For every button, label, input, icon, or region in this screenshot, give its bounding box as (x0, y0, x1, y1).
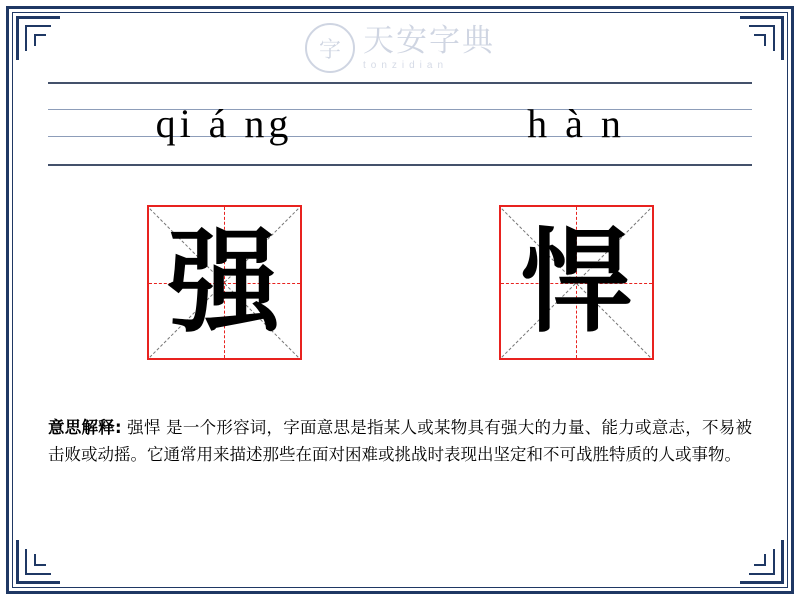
seal-icon: 字 (305, 23, 355, 73)
character-glyph-2: 悍 (520, 217, 632, 348)
character-cell-2 (400, 200, 752, 365)
character-glyph-1: 强 (168, 217, 280, 348)
corner-ornament-top-left (16, 16, 60, 60)
corner-ornament-top-right (740, 16, 784, 60)
explanation-text: 强悍 是一个形容词，字面意思是指某人或某物具有强大的力量、能力或意志，不易被击败或动摇。它通常用来描述那些在面对困难或挑战时表现出坚定和不可战胜特质的人或事物。 (48, 418, 752, 464)
explanation-block (48, 415, 752, 468)
explanation-label: 意思解释: (48, 418, 122, 437)
corner-ornament-bottom-right (740, 540, 784, 584)
corner-ornament-bottom-left (16, 540, 60, 584)
character-cell-1 (48, 200, 400, 365)
tianzige-grid-2 (499, 205, 654, 360)
watermark-title-en: tonzidian (363, 59, 449, 71)
character-row (48, 200, 752, 365)
staff-line-bottom (48, 164, 752, 166)
watermark-title-cn: 天安字典 (363, 22, 495, 59)
pinyin-row (48, 90, 752, 156)
tianzige-grid-1 (147, 205, 302, 360)
pinyin-staff (48, 82, 752, 166)
pinyin-syllable-2: h à n (527, 100, 625, 146)
pinyin-syllable-1: qi á ng (155, 100, 293, 146)
staff-line-top (48, 82, 752, 84)
